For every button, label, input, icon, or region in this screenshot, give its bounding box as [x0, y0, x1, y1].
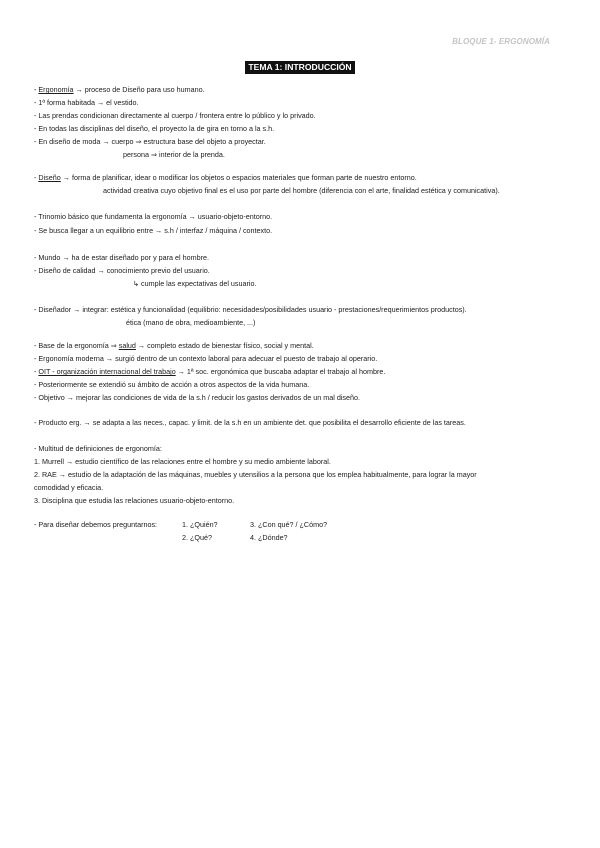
line-oit: - OIT - organización internacional del trabajo → 1ª soc. ergonómica que buscaba adaptar el trabajo al hombre. [34, 367, 386, 376]
term-salud: salud [118, 341, 136, 350]
line-preguntas-intro: - Para diseñar debemos preguntarnos: [34, 520, 158, 529]
page-header-label: BLOQUE 1- ERGONOMÍA [452, 37, 550, 46]
line-ergonomia-moderna: - Ergonomía moderna → surgió dentro de un contexto laboral para adecuar el puesto de trabajo al operario. [34, 354, 378, 363]
page-title-wrapper [0, 57, 600, 75]
line-diseno-moda: - En diseño de moda → cuerpo ⇒ estructura base del objeto a proyectar. [34, 137, 266, 146]
question-que: 2. ¿Qué? [182, 533, 212, 542]
line-base-ergonomia: - Base de la ergonomía ⇒ salud → completo estado de bienestar físico, social y mental. [34, 341, 314, 350]
line-diseno: - Diseño → forma de planificar, idear o modificar los objetos o espacios materiales que forman parte de nuestro entorno. [34, 173, 417, 182]
line-disciplinas: - En todas las disciplinas del diseño, el proyecto la de gira en torno a la s.h. [34, 124, 275, 133]
line-definiciones: - Multitud de definiciones de ergonomía: [34, 444, 162, 453]
line-prendas: - Las prendas condicionan directamente al cuerpo / frontera entre lo público y lo privado. [34, 111, 316, 120]
line-equilibrio: - Se busca llegar a un equilibrio entre → s.h / interfaz / máquina / contexto. [34, 226, 273, 235]
line-primera-forma: - 1ª forma habitada → el vestido. [34, 98, 139, 107]
line-producto-erg: - Producto erg. → se adapta a las neces., capac. y limit. de la s.h en un ambiente det. que posibilita el desarrollo eficiente de las tareas. [34, 418, 466, 427]
question-con-que: 3. ¿Con qué? / ¿Cómo? [250, 520, 328, 529]
line-rae-cont: comodidad y eficacia. [34, 483, 104, 492]
term-ergonomia: Ergonomía [38, 85, 74, 94]
line-disenador: - Diseñador → integrar: estética y funcionalidad (equilibrio: necesidades/posibilidades usuario - prestaciones/requerimientos productos). [34, 305, 467, 314]
line-etica: ética (mano de obra, medioambiente, ...) [126, 318, 256, 327]
line-actividad-creativa: actividad creativa cuyo objetivo final es el uso por parte del hombre (diferencia con el arte, finalidad estética y comunicativa). [103, 186, 500, 195]
page-title: TEMA 1: INTRODUCCIÓN [245, 61, 354, 74]
line-ergonomia: - Ergonomía → proceso de Diseño para uso humano. [34, 85, 205, 94]
line-persona: persona ⇒ interior de la prenda. [123, 150, 225, 159]
line-trinomio: - Trinomio básico que fundamenta la ergonomía → usuario-objeto-entorno. [34, 212, 273, 221]
line-posteriormente: - Posteriormente se extendió su ámbito de acción a otros aspectos de la vida humana. [34, 380, 310, 389]
line-murrell: 1. Murrell → estudio científico de las relaciones entre el hombre y su medio ambiente laboral. [34, 457, 331, 466]
question-donde: 4. ¿Dónde? [250, 533, 288, 542]
line-mundo: - Mundo → ha de estar diseñado por y para el hombre. [34, 253, 209, 262]
question-quien: 1. ¿Quién? [182, 520, 218, 529]
term-oit: OIT - organización internacional del trabajo [38, 367, 176, 376]
term-diseno: Diseño [38, 173, 61, 182]
line-rae: 2. RAE → estudio de la adaptación de las máquinas, muebles y utensilios a la persona que los emplea habitualmente, para lograr la mayor [34, 470, 477, 479]
line-disciplina: 3. Disciplina que estudia las relaciones usuario-objeto-entorno. [34, 496, 235, 505]
line-diseno-calidad: - Diseño de calidad → conocimiento previo del usuario. [34, 266, 210, 275]
line-expectativas: ↳ cumple las expectativas del usuario. [133, 279, 257, 288]
line-objetivo: - Objetivo → mejorar las condiciones de vida de la s.h / reducir los gastos derivados de un mal diseño. [34, 393, 360, 402]
